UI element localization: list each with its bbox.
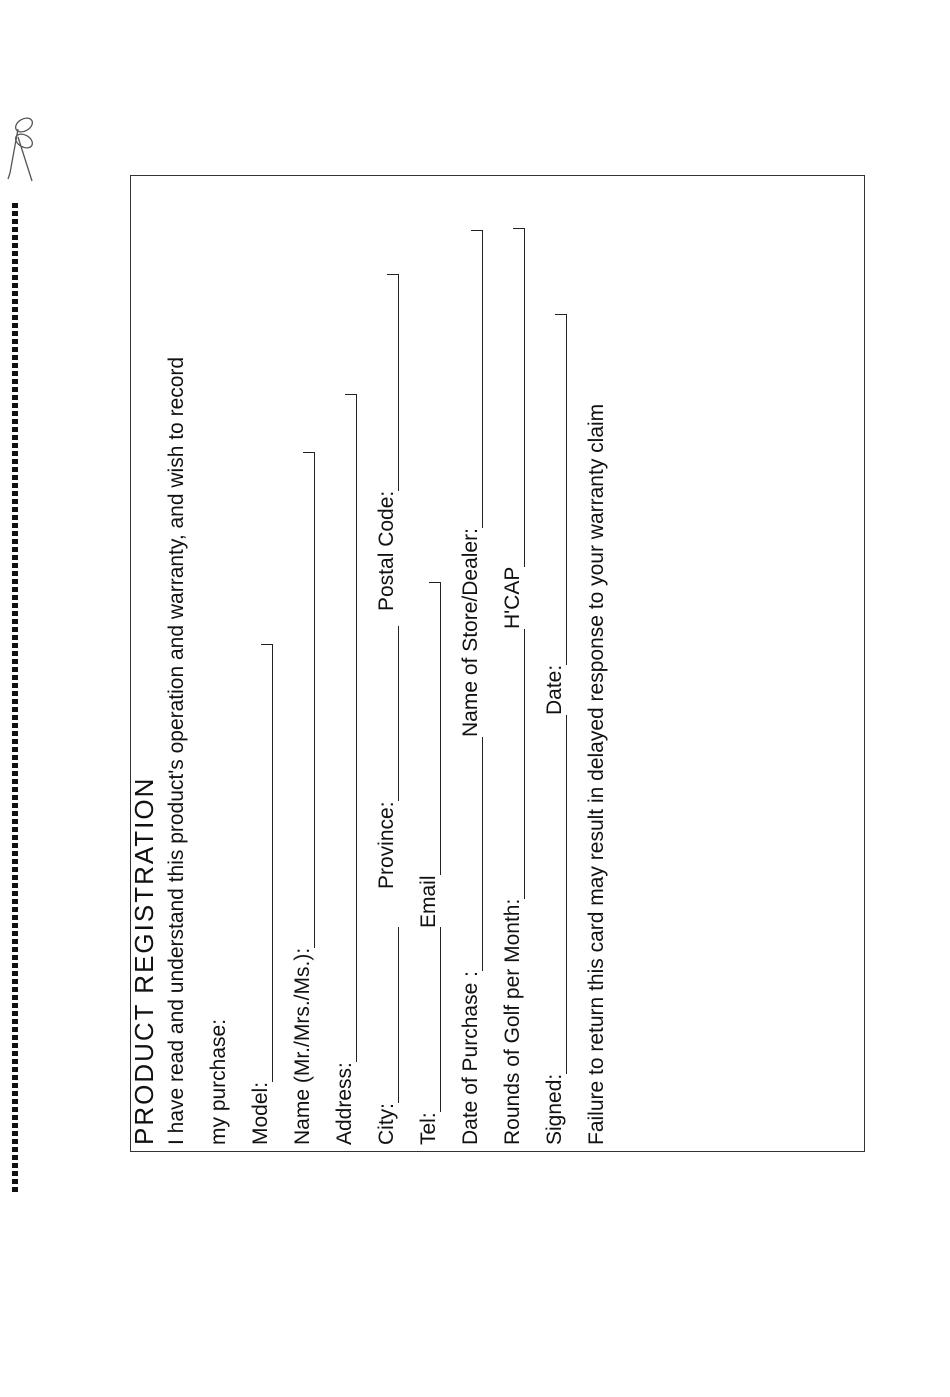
- email-label: Email: [417, 875, 440, 928]
- model-field[interactable]: [272, 645, 273, 1082]
- postal-code-field[interactable]: [398, 275, 399, 491]
- cut-line: [12, 203, 18, 1193]
- hcap-field[interactable]: [524, 229, 525, 567]
- email-field[interactable]: [440, 583, 441, 875]
- store-field[interactable]: [482, 231, 483, 528]
- postal-code-label: Postal Code:: [375, 490, 398, 611]
- footer-note: Failure to return this card may result in delayed response to your warranty claim: [585, 403, 608, 1145]
- card-content: [131, 176, 866, 1153]
- registration-card: [130, 175, 865, 1152]
- tel-label: Tel:: [417, 1112, 440, 1145]
- scissors-icon: [4, 113, 36, 185]
- intro-text-line2: my purchase:: [207, 1018, 230, 1145]
- province-label: Province:: [375, 801, 398, 889]
- signature-field[interactable]: [566, 715, 567, 1074]
- rounds-label: Rounds of Golf per Month:: [501, 898, 524, 1145]
- rounds-field[interactable]: [524, 629, 525, 899]
- store-label: Name of Store/Dealer:: [459, 528, 482, 737]
- hcap-label: H'CAP: [501, 566, 524, 629]
- intro-text-line1: I have read and understand this product's operation and warranty, and wish to record: [165, 356, 188, 1145]
- address-field[interactable]: [356, 395, 357, 1062]
- city-label: City:: [375, 1103, 398, 1145]
- city-field[interactable]: [398, 927, 399, 1103]
- purchase-date-label: Date of Purchase :: [459, 971, 482, 1145]
- name-label: Name (Mr./Mrs./Ms.):: [291, 947, 314, 1145]
- date-label: Date:: [543, 664, 566, 715]
- address-label: Address:: [333, 1062, 356, 1145]
- name-field[interactable]: [314, 453, 315, 948]
- purchase-date-field[interactable]: [482, 737, 483, 971]
- form-title: PRODUCT REGISTRATION: [129, 776, 159, 1145]
- model-label: Model:: [249, 1081, 272, 1145]
- tel-field[interactable]: [440, 927, 441, 1112]
- signed-label: Signed:: [543, 1073, 566, 1145]
- province-field[interactable]: [398, 626, 399, 801]
- date-field[interactable]: [566, 315, 567, 665]
